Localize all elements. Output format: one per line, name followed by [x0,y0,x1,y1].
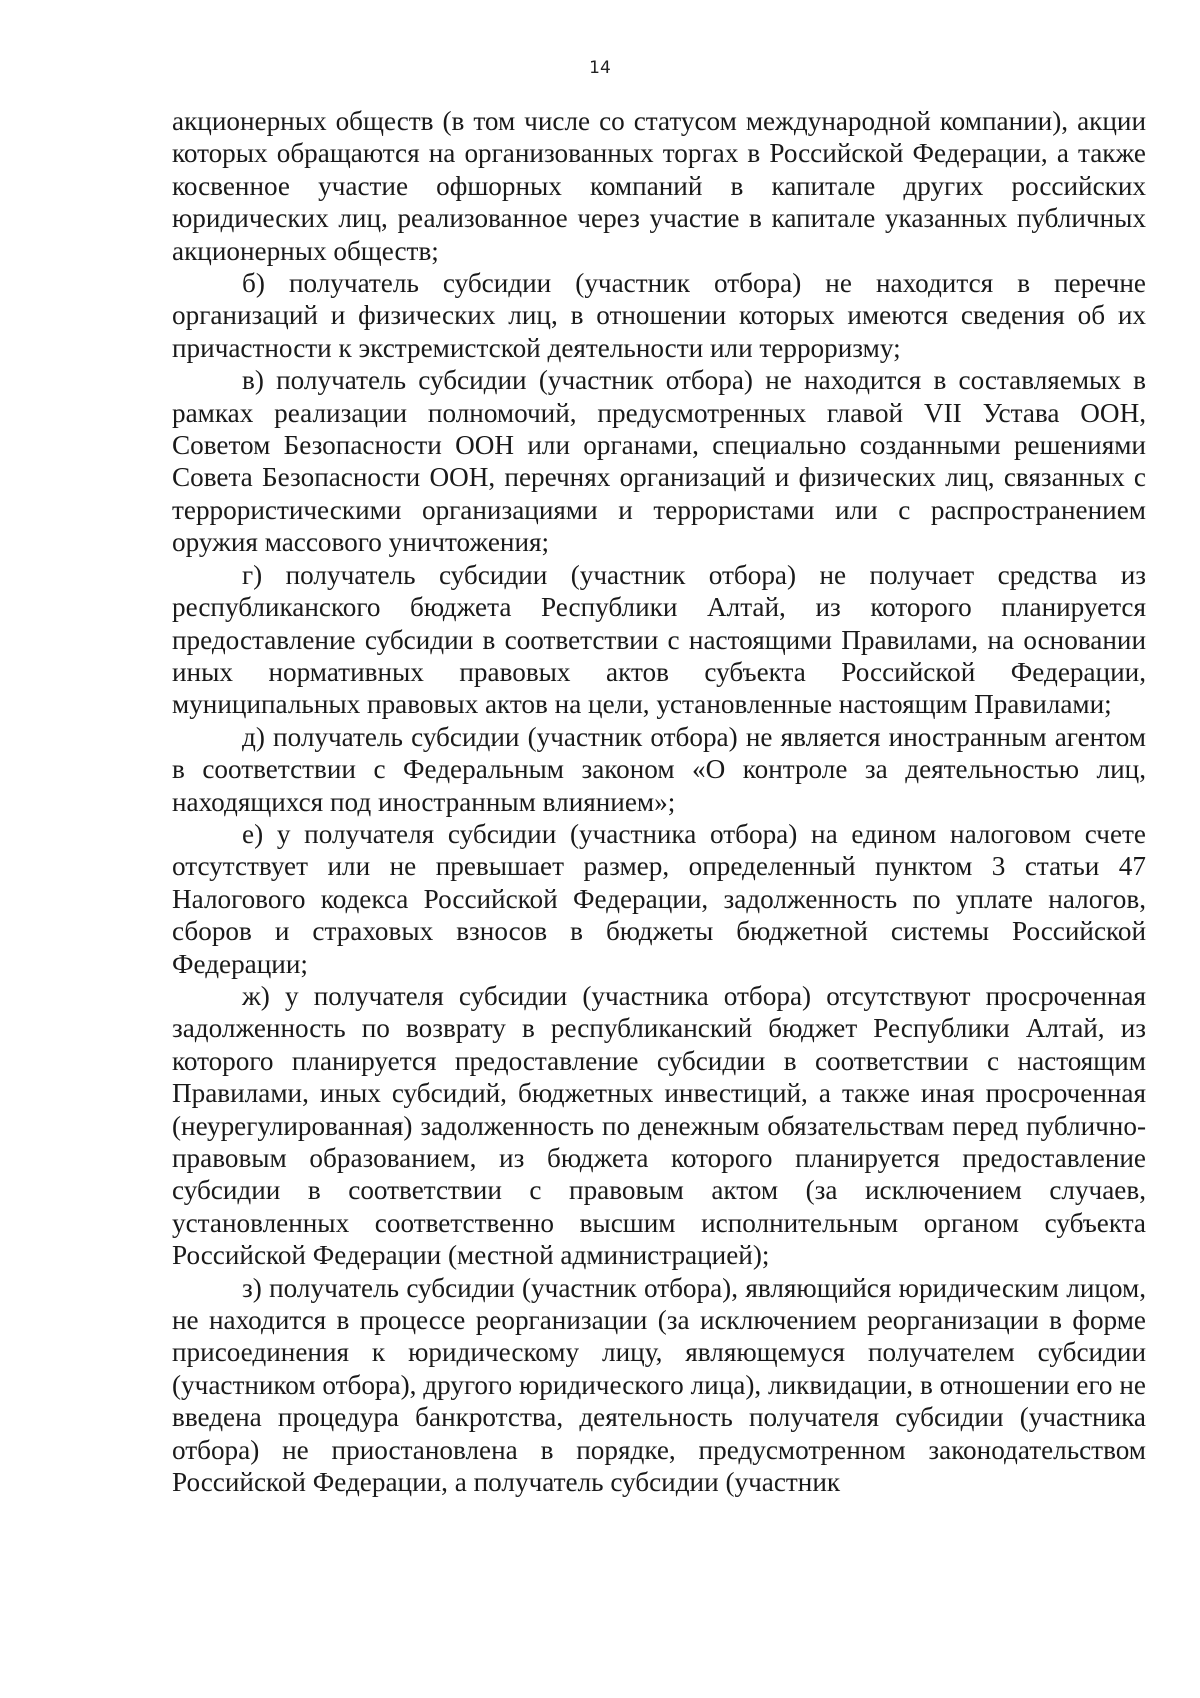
paragraph-item-z: з) получатель субсидии (участник отбора), являющийся юридическим лицом, не находится в процессе реорганизации (за исключением реорганизации в форме присоединения к юридическому лицу, являющемуся получателем субсидии (участником отбора), другого юридического лица), ликвидации, в отношении его не введена процедура банкротства, деятельность получателя субсидии (участника отбора) не приостановлена в порядке, предусмотренном законодательством Российской Федерации, а получатель субсидии (участник [172,1272,1146,1498]
paragraph-item-b: б) получатель субсидии (участник отбора) не находится в перечне организаций и физических лиц, в отношении которых имеются сведения об их причастности к экстремистской деятельности или терроризму; [172,268,1146,363]
paragraph-item-d: д) получатель субсидии (участник отбора) не является иностранным агентом в соответствии с Федеральным законом «О контроле за деятельностью лиц, находящихся под иностранным влиянием»; [172,721,1146,817]
paragraph-item-v: в) получатель субсидии (участник отбора) не находится в составляемых в рамках реализации полномочий, предусмотренных главой VII Устава ООН, Советом Безопасности ООН или органами, специально созданными решениями Совета Безопасности ООН, перечнях организаций и физических лиц, связанных с террористическими организациями и террористами или с распространением оружия массового уничтожения; [172,365,1146,558]
paragraph-item-zh: ж) у получателя субсидии (участника отбора) отсутствуют просроченная задолженность по возврату в республиканский бюджет Республики Алтай, из которого планируется предоставление субсидии в соответствии с настоящим Правилами, иных субсидий, бюджетных инвестиций, а также иная просроченная (неурегулированная) задолженность по денежным обязательствам перед публично-правовым образованием, из бюджета которого планируется предоставление субсидии в соответствии с правовым актом (за исключением случаев, установленных соответственно высшим исполнительным органом субъекта Российской Федерации (местной администрацией); [172,980,1146,1271]
document-body [172,105,1146,1498]
paragraph-item-e: е) у получателя субсидии (участника отбора) на едином налоговом счете отсутствует или не превышает размер, определенный пунктом 3 статьи 47 Налогового кодекса Российской Федерации, задолженность по уплате налогов, сборов и страховых взносов в бюджеты бюджетной системы Российской Федерации; [172,818,1146,979]
paragraph-continuation: акционерных обществ (в том числе со статусом международной компании), акции которых обращаются на организованных торгах в Российской Федерации, а также косвенное участие офшорных компаний в капитале других российских юридических лиц, реализованное через участие в капитале указанных публичных акционерных обществ; [172,106,1146,266]
paragraph-item-g: г) получатель субсидии (участник отбора) не получает средства из республиканского бюджета Республики Алтай, из которого планируется предоставление субсидии в соответствии с настоящими Правилами, на основании иных нормативных правовых актов субъекта Российской Федерации, муниципальных правовых актов на цели, установленные настоящим Правилами; [172,559,1146,720]
page-number: 14 [589,58,611,78]
